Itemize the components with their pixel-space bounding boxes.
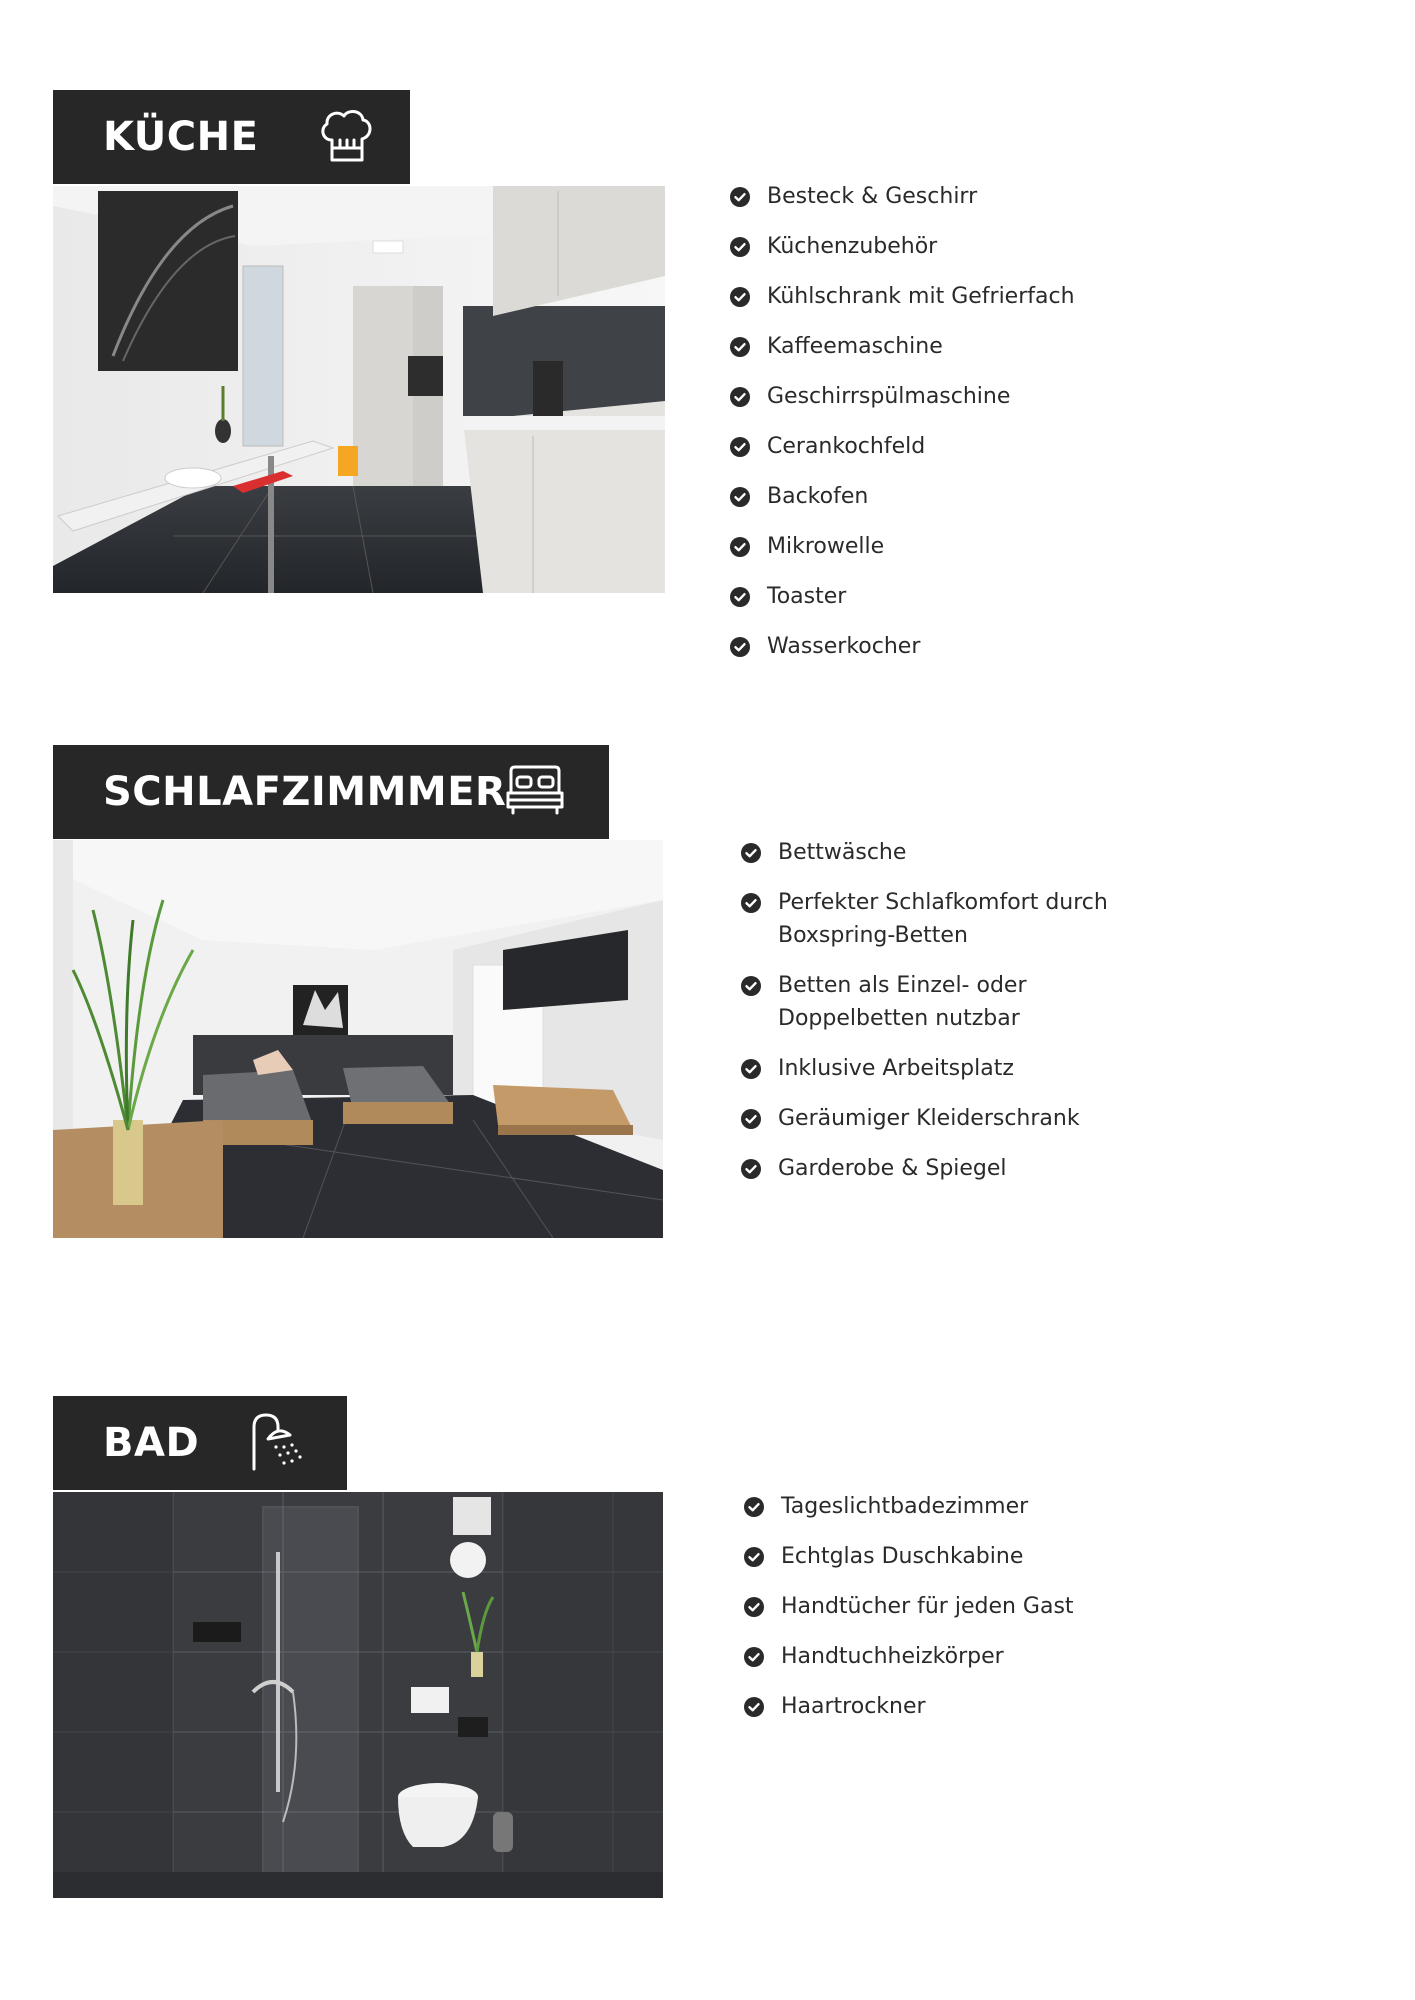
bathroom-title: BAD xyxy=(103,1420,200,1466)
feature-text: Backofen xyxy=(767,484,869,509)
feature-text: Toaster xyxy=(767,584,847,609)
feature-text: Küchenzubehör xyxy=(767,234,938,259)
feature-text: Geräumiger Kleiderschrank xyxy=(778,1106,1080,1131)
list-item xyxy=(730,530,1075,563)
check-circle-icon xyxy=(741,893,761,913)
check-circle-icon xyxy=(744,1597,764,1617)
check-circle-icon xyxy=(741,1159,761,1179)
chef-hat-icon xyxy=(318,106,374,168)
check-circle-icon xyxy=(730,187,750,207)
bedroom-title: SCHLAFZIMMMER xyxy=(103,769,507,815)
list-item xyxy=(744,1540,1074,1573)
feature-text: Betten als Einzel- oder Doppelbetten nutzbar xyxy=(778,973,1027,1031)
check-circle-icon xyxy=(730,337,750,357)
feature-text: Inklusive Arbeitsplatz xyxy=(778,1056,1014,1081)
check-circle-icon xyxy=(744,1697,764,1717)
list-item xyxy=(730,230,1075,263)
check-circle-icon xyxy=(730,637,750,657)
list-item xyxy=(730,380,1075,413)
feature-text: Haartrockner xyxy=(781,1694,926,1719)
kitchen-photo xyxy=(53,186,665,593)
check-circle-icon xyxy=(730,537,750,557)
list-item xyxy=(730,580,1075,613)
feature-text: Wasserkocher xyxy=(767,634,921,659)
check-circle-icon xyxy=(744,1647,764,1667)
check-circle-icon xyxy=(741,843,761,863)
check-circle-icon xyxy=(730,437,750,457)
check-circle-icon xyxy=(744,1497,764,1517)
feature-text: Kaffeemaschine xyxy=(767,334,943,359)
check-circle-icon xyxy=(730,287,750,307)
shower-icon xyxy=(246,1411,310,1475)
kitchen-title: KÜCHE xyxy=(103,114,259,160)
list-item xyxy=(730,480,1075,513)
bed-icon xyxy=(505,763,565,821)
list-item xyxy=(730,330,1075,363)
list-item xyxy=(741,836,1181,869)
check-circle-icon xyxy=(744,1547,764,1567)
list-item xyxy=(730,630,1075,663)
feature-text: Handtücher für jeden Gast xyxy=(781,1594,1074,1619)
feature-text: Garderobe & Spiegel xyxy=(778,1156,1007,1181)
check-circle-icon xyxy=(741,976,761,996)
check-circle-icon xyxy=(730,587,750,607)
check-circle-icon xyxy=(741,1059,761,1079)
list-item xyxy=(741,969,1181,1035)
list-item xyxy=(741,886,1181,952)
bathroom-photo xyxy=(53,1492,663,1898)
list-item xyxy=(741,1102,1181,1135)
list-item xyxy=(730,280,1075,313)
feature-text: Geschirrspülmaschine xyxy=(767,384,1011,409)
list-item xyxy=(744,1640,1074,1673)
feature-text: Perfekter Schlafkomfort durch Boxspring-Betten xyxy=(778,890,1108,948)
feature-text: Kühlschrank mit Gefrierfach xyxy=(767,284,1075,309)
list-item xyxy=(744,1690,1074,1723)
feature-text: Bettwäsche xyxy=(778,840,907,865)
bedroom-features xyxy=(741,836,1181,1202)
feature-text: Handtuchheizkörper xyxy=(781,1644,1004,1669)
list-item xyxy=(744,1590,1074,1623)
feature-text: Mikrowelle xyxy=(767,534,885,559)
feature-text: Besteck & Geschirr xyxy=(767,184,978,209)
list-item xyxy=(741,1052,1181,1085)
kitchen-features xyxy=(730,180,1075,680)
check-circle-icon xyxy=(730,487,750,507)
check-circle-icon xyxy=(741,1109,761,1129)
feature-text: Cerankochfeld xyxy=(767,434,926,459)
check-circle-icon xyxy=(730,387,750,407)
feature-text: Tageslichtbadezimmer xyxy=(781,1494,1029,1519)
bathroom-header xyxy=(53,1396,347,1490)
list-item xyxy=(741,1152,1181,1185)
bedroom-photo xyxy=(53,840,663,1238)
list-item xyxy=(730,430,1075,463)
check-circle-icon xyxy=(730,237,750,257)
bathroom-features xyxy=(744,1490,1074,1740)
bedroom-header xyxy=(53,745,609,839)
feature-text: Echtglas Duschkabine xyxy=(781,1544,1024,1569)
list-item xyxy=(730,180,1075,213)
kitchen-header xyxy=(53,90,410,184)
list-item xyxy=(744,1490,1074,1523)
